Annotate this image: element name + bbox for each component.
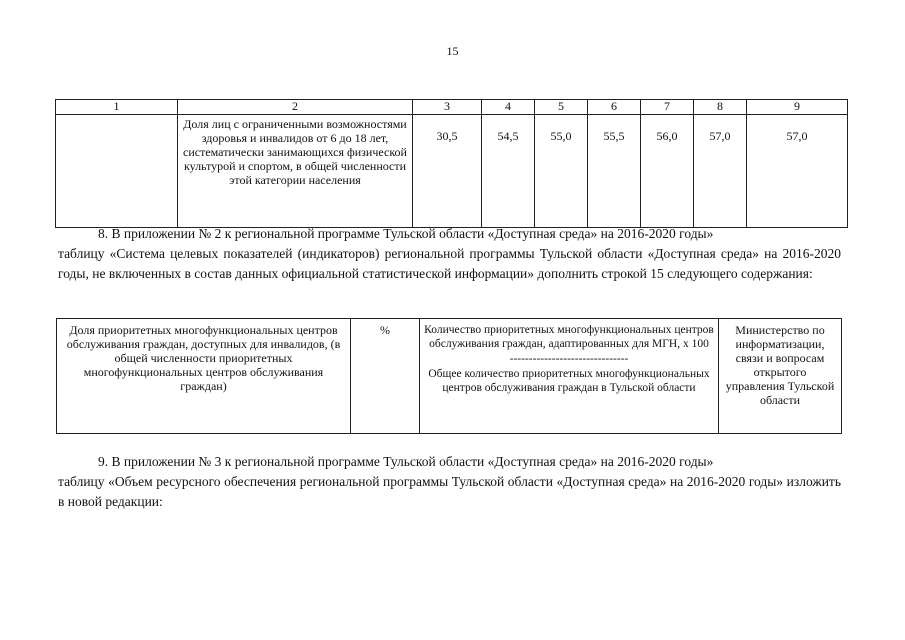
- formula-cell: [420, 319, 719, 434]
- paragraph-9: [58, 452, 841, 512]
- header-cell: 7: [641, 100, 694, 115]
- value-cell: 57,0: [694, 115, 747, 228]
- value-cell: 55,5: [588, 115, 641, 228]
- indicator-table: [55, 99, 848, 228]
- header-cell: 4: [482, 100, 535, 115]
- header-cell: 6: [588, 100, 641, 115]
- paragraph-9-first-line: 9. В приложении № 3 к региональной программе Тульской области «Доступная среда» на 2016-2020 годы»: [98, 454, 714, 469]
- header-cell: 2: [178, 100, 413, 115]
- value-cell: 56,0: [641, 115, 694, 228]
- responsible-cell: Министерство по информатизации, связи и вопросам открытого управления Тульской области: [719, 319, 842, 434]
- header-cell: 1: [56, 100, 178, 115]
- unit-cell: %: [351, 319, 420, 434]
- indicator-name-cell: Доля приоритетных многофункциональных центров обслуживания граждан, доступных для инвалидов, (в общей численности приоритетных многофункциональных центров обслуживания граждан): [57, 319, 351, 434]
- value-cell: 30,5: [413, 115, 482, 228]
- page-number: 15: [446, 44, 459, 58]
- value-cell: 57,0: [747, 115, 848, 228]
- paragraph-9-body: таблицу «Объем ресурсного обеспечения региональной программы Тульской области «Доступная среда» на 2016-2020 годы» изложить в новой редакции:: [58, 474, 841, 509]
- row-number-cell: [56, 115, 178, 228]
- paragraph-8: [58, 224, 841, 284]
- header-cell: 9: [747, 100, 848, 115]
- header-cell: 5: [535, 100, 588, 115]
- formula-denominator: Общее количество приоритетных многофункциональных центров обслуживания граждан в Тульской области: [428, 368, 710, 394]
- paragraph-8-first-line: 8. В приложении № 2 к региональной программе Тульской области «Доступная среда» на 2016-2020 годы»: [98, 226, 714, 241]
- formula-numerator: Количество приоритетных многофункциональных центров обслуживания граждан, адаптированных для МГН, х 100: [424, 324, 714, 350]
- formula-divider: -------------------------------: [509, 353, 629, 365]
- table-header-row: [56, 100, 848, 115]
- indicator-label-cell: Доля лиц с ограниченными возможностями здоровья и инвалидов от 6 до 18 лет, систематически занимающихся физической культурой и спортом, в общей численности этой категории населения: [178, 115, 413, 228]
- paragraph-8-body: таблицу «Система целевых показателей (индикаторов) региональной программы Тульской области «Доступная среда» на 2016-2020 годы, не включенных в состав данных официальной статистической информации» дополнить строкой 15 следующего содержания:: [58, 246, 841, 281]
- table-row: [56, 115, 848, 228]
- indicator-row-15-table: [56, 318, 842, 434]
- value-cell: 54,5: [482, 115, 535, 228]
- header-cell: 8: [694, 100, 747, 115]
- table-row: [57, 319, 842, 434]
- value-cell: 55,0: [535, 115, 588, 228]
- header-cell: 3: [413, 100, 482, 115]
